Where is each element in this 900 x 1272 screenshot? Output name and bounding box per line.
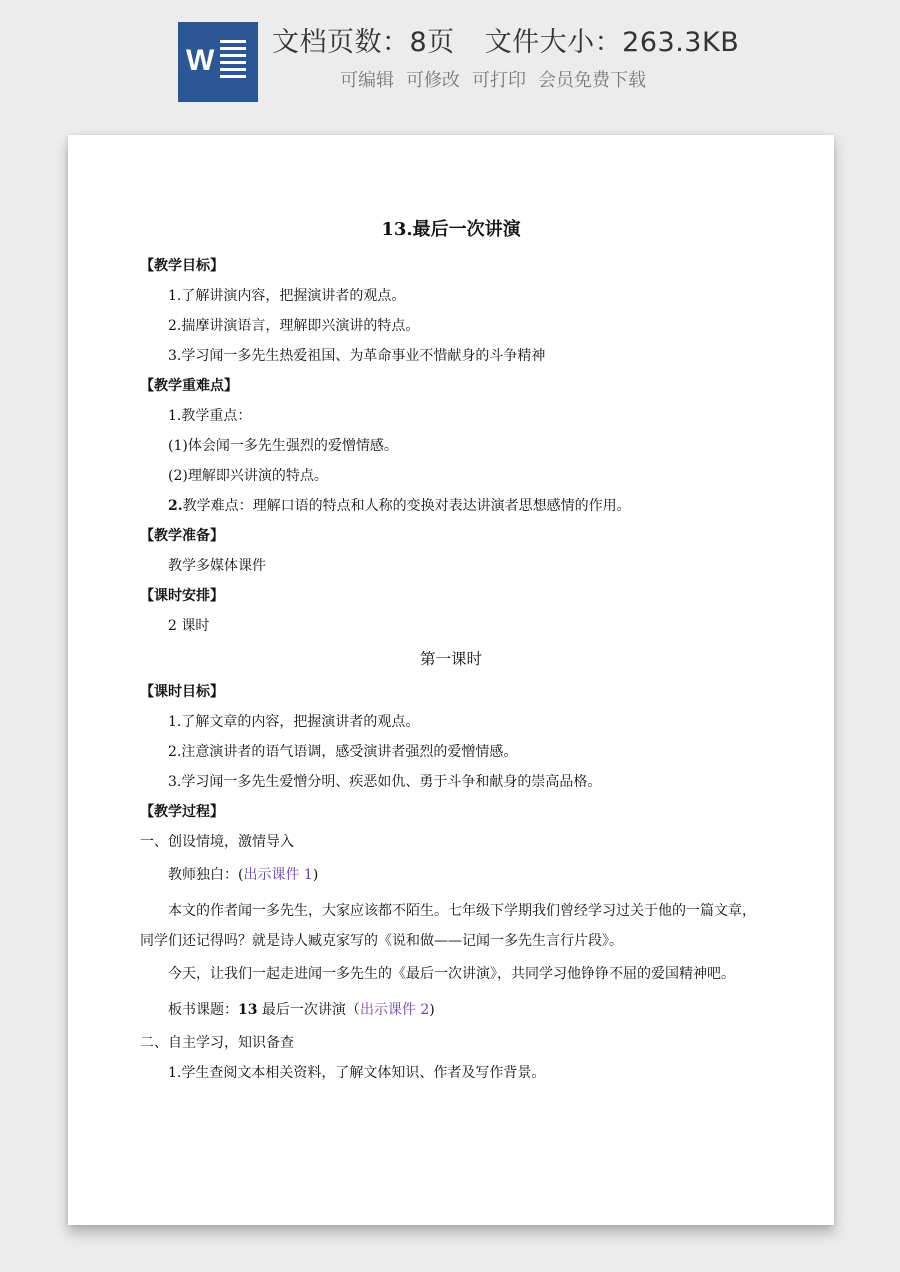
board-prefix: 板书课题：: [168, 1002, 238, 1018]
goal-item: 3.学习闻一多先生热爱祖国、为革命事业不惜献身的斗争精神: [168, 348, 546, 364]
step-two-item: 1.学生查阅文本相关资料，了解文体知识、作者及写作背景。: [168, 1065, 546, 1081]
teacher-intro-line: [140, 857, 762, 893]
feature-editable: 可编辑: [340, 70, 394, 91]
prep-text: 教学多媒体课件: [168, 558, 266, 574]
lesson-goals-heading: 【课时目标】: [140, 684, 224, 700]
file-size: 文件大小：263.3KB: [484, 27, 740, 58]
prep-heading: 【教学准备】: [140, 528, 224, 544]
feature-modifiable: 可修改: [406, 70, 460, 91]
key-points-intro: 1.教学重点：: [168, 408, 252, 424]
schedule-text: 2 课时: [168, 618, 210, 634]
feature-list: [340, 66, 646, 92]
board-title-line: [140, 992, 762, 1028]
today-paragraph: 今天，让我们一起走进闻一多先生的《最后一次讲演》，共同学习他铮铮不屈的爱国精神吧。: [168, 966, 735, 982]
process-heading: 【教学过程】: [140, 804, 224, 820]
download-header: [0, 0, 900, 120]
document-title: 13.最后一次讲演: [381, 219, 521, 240]
goals-heading: 【教学目标】: [140, 258, 224, 274]
word-icon-lines: [220, 40, 246, 82]
lesson-goal-item: 2.注意演讲者的语气语调，感受演讲者强烈的爱憎情感。: [168, 744, 518, 760]
teacher-intro-label: 教师独白：(: [168, 867, 244, 883]
page-count: 文档页数：8页: [272, 27, 455, 58]
file-info: [272, 20, 739, 59]
word-icon-letter: W: [186, 44, 215, 77]
lesson-title: 第一课时: [419, 650, 482, 668]
step-two-heading: 二、自主学习，知识备查: [140, 1035, 294, 1051]
document-page: [68, 135, 834, 1225]
step-one-heading: 一、创设情境，激情导入: [140, 834, 294, 850]
courseware-1-ref: 出示课件 1: [243, 867, 313, 883]
close-paren: ): [312, 867, 319, 883]
lesson-goal-item: 3.学习闻一多先生爱憎分明、疾恶如仇、勇于斗争和献身的崇高品格。: [168, 774, 602, 790]
word-document-icon: [178, 22, 258, 102]
difficulty-number: 2.: [168, 498, 183, 514]
goal-item: 1.了解讲演内容，把握演讲者的观点。: [168, 288, 406, 304]
lesson-goal-item: 1.了解文章的内容，把握演讲者的观点。: [168, 714, 420, 730]
difficulty-text: 教学难点：理解口语的特点和人称的变换对表达讲演者思想感情的作用。: [182, 498, 631, 514]
intro-paragraph: 本文的作者闻一多先生，大家应该都不陌生。七年级下学期我们曾经学习过关于他的一篇文章，同学们还记得吗？就是诗人臧克家写的《说和做——记闻一多先生言行片段》。: [140, 903, 756, 949]
board-lesson-number: 13: [238, 1002, 258, 1018]
document-content: [140, 210, 762, 1088]
goal-item: 2.揣摩讲演语言，理解即兴演讲的特点。: [168, 318, 420, 334]
courseware-2-ref: 出示课件 2: [359, 1002, 430, 1018]
board-lesson-title: 最后一次讲演（: [257, 1002, 360, 1018]
feature-member-download: 会员免费下载: [538, 70, 646, 91]
schedule-heading: 【课时安排】: [140, 588, 224, 604]
close-paren: ): [429, 1002, 435, 1018]
feature-printable: 可打印: [472, 70, 526, 91]
key-point-item: (1)体会闻一多先生强烈的爱憎情感。: [168, 438, 398, 454]
difficulty-item: [140, 491, 762, 521]
key-point-item: (2)理解即兴讲演的特点。: [168, 468, 328, 484]
key-points-heading: 【教学重难点】: [140, 378, 238, 394]
